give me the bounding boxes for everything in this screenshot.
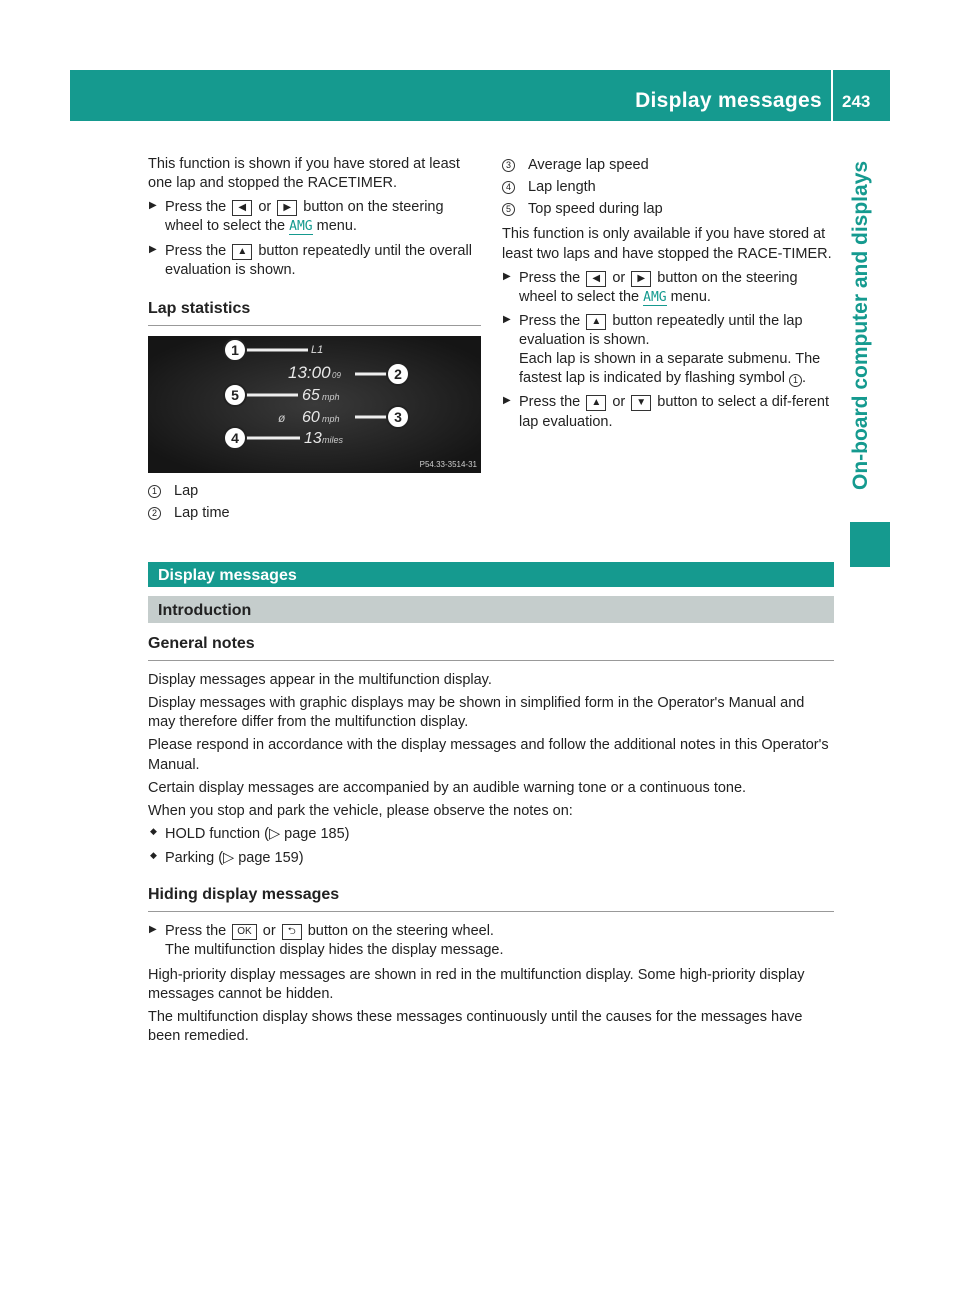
general-notes-section bbox=[148, 633, 834, 1050]
right-step-2: ▶ Press the ▲ button repeatedly until the lap evaluation is shown. Each lap is shown in a separate submenu. The fastest lap is indicated by flashing symbol 1 . bbox=[502, 312, 835, 389]
lap-length-unit: miles bbox=[322, 434, 344, 445]
down-arrow-button-icon: ▼ bbox=[631, 395, 651, 411]
page-reference-arrow-icon: ▷ bbox=[268, 825, 281, 842]
top-speed-readout: 65 bbox=[302, 386, 320, 404]
section-title-bar: Display messages bbox=[148, 562, 834, 587]
lap-time-readout: 13:00 bbox=[288, 362, 331, 382]
lap-label-readout: L1 bbox=[311, 343, 324, 356]
average-speed-readout: 60 bbox=[302, 408, 320, 426]
page-header bbox=[70, 70, 890, 121]
page-reference-link[interactable]: page 185) bbox=[284, 825, 350, 842]
page-reference-link[interactable]: page 159) bbox=[238, 850, 304, 867]
right-step-3: ▶ Press the ▲ or ▼ button to select a dif-ferent lap evaluation. bbox=[502, 393, 835, 431]
left-intro: This function is shown if you have stored at least one lap and stopped the RACETIMER. bbox=[148, 156, 460, 192]
right-intro: This function is only available if you have stored at least two laps and have stopped the RACE-TIMER. bbox=[502, 226, 832, 262]
legend-item-lap-time bbox=[148, 504, 481, 523]
bullet-parking: ◆ Parking (▷ page 159) bbox=[148, 849, 834, 868]
left-arrow-button-icon: ◀ bbox=[586, 271, 606, 287]
average-symbol: ø bbox=[278, 410, 286, 425]
hiding-paragraph: The multifunction display shows these messages continuously until the causes for the messages have been remedied. bbox=[148, 1008, 803, 1044]
display-background bbox=[148, 336, 481, 473]
lap-length-readout: 13 bbox=[304, 429, 322, 447]
callout-5 bbox=[224, 384, 246, 406]
ok-button-icon: OK bbox=[232, 924, 256, 940]
legend-label: Lap time bbox=[174, 504, 230, 521]
introduction-bar: Introduction bbox=[148, 596, 834, 623]
svg-text:1: 1 bbox=[231, 341, 239, 358]
lap-time-hundredths: 09 bbox=[332, 370, 341, 380]
general-paragraph: Certain display messages are accompanied by an audible warning tone or a continuous tone. bbox=[148, 779, 747, 796]
general-paragraph: Display messages with graphic displays may be shown in simplified form in the Operator's Manual and may therefore differ from the multifunction display. bbox=[148, 695, 805, 731]
amg-menu-label: AMG bbox=[289, 219, 313, 235]
legend-number: 2 bbox=[148, 507, 161, 520]
up-arrow-button-icon: ▲ bbox=[232, 244, 252, 260]
header-title: Display messages bbox=[635, 89, 822, 112]
left-step-2: ▶ Press the ▲ button repeatedly until the overall evaluation is shown. bbox=[148, 242, 481, 280]
hiding-step: ▶ Press the OK or ⮌ button on the steering wheel. The multifunction display hides the display message. bbox=[148, 922, 834, 960]
svg-text:5: 5 bbox=[231, 386, 239, 403]
bullet-hold-function: ◆ HOLD function (▷ page 185) bbox=[148, 825, 834, 844]
average-speed-unit: mph bbox=[322, 413, 340, 424]
right-column bbox=[502, 156, 835, 437]
lap-statistics-figure bbox=[148, 336, 481, 473]
legend-number: 5 bbox=[502, 203, 515, 216]
hiding-messages-heading: Hiding display messages bbox=[148, 884, 834, 912]
right-arrow-button-icon: ▶ bbox=[277, 200, 297, 216]
figure-code: P54.33-3514-31 bbox=[419, 460, 477, 470]
legend-label: Top speed during lap bbox=[528, 201, 663, 218]
callout-3 bbox=[387, 406, 409, 428]
page-reference-arrow-icon: ▷ bbox=[223, 850, 235, 867]
svg-text:2: 2 bbox=[394, 365, 402, 382]
legend-label: Average lap speed bbox=[528, 157, 649, 173]
svg-text:3: 3 bbox=[394, 408, 402, 425]
left-arrow-button-icon: ◀ bbox=[232, 200, 252, 216]
page-number: 243 bbox=[842, 92, 871, 111]
amg-menu-label: AMG bbox=[643, 289, 667, 305]
callout-4 bbox=[224, 427, 246, 449]
up-arrow-button-icon: ▲ bbox=[586, 395, 606, 411]
legend-number: 4 bbox=[502, 181, 515, 194]
general-notes-heading: General notes bbox=[148, 633, 834, 661]
legend-item-lap bbox=[148, 482, 481, 501]
callout-1 bbox=[224, 339, 246, 361]
legend-number: 3 bbox=[502, 159, 515, 172]
lap-statistics-heading: Lap statistics bbox=[148, 298, 481, 326]
legend-number: 1 bbox=[148, 485, 161, 498]
lap-statistics-display bbox=[148, 336, 481, 473]
legend-item-top-speed bbox=[502, 200, 835, 219]
general-paragraph: Display messages appear in the multifunction display. bbox=[148, 672, 492, 689]
legend-item-lap-length bbox=[502, 178, 835, 197]
right-arrow-button-icon: ▶ bbox=[631, 271, 651, 287]
left-step-1: ▶ Press the ◀ or ▶ button on the steering wheel to select the AMG menu. bbox=[148, 198, 481, 236]
left-column bbox=[148, 155, 481, 526]
general-paragraph: Please respond in accordance with the display messages and follow the additional notes in this Operator's Manual. bbox=[148, 737, 829, 773]
flashing-symbol-reference: 1 bbox=[789, 374, 802, 387]
header-divider bbox=[831, 70, 833, 121]
top-speed-unit: mph bbox=[322, 391, 340, 402]
legend-label: Lap length bbox=[528, 179, 596, 196]
legend-item-average-lap-speed bbox=[502, 156, 835, 175]
legend-label: Lap bbox=[174, 482, 199, 499]
hiding-paragraph: High-priority display messages are shown in red in the multifunction display. Some high-priority display messages cannot be hidden. bbox=[148, 966, 805, 1002]
svg-text:4: 4 bbox=[231, 429, 239, 446]
general-paragraph: When you stop and park the vehicle, please observe the notes on: bbox=[148, 802, 573, 819]
callout-2 bbox=[387, 363, 409, 385]
chapter-side-tab: On-board computer and displays bbox=[849, 160, 872, 490]
right-step-1: ▶ Press the ◀ or ▶ button on the steering wheel to select the AMG menu. bbox=[502, 269, 835, 307]
up-arrow-button-icon: ▲ bbox=[586, 314, 606, 330]
back-button-icon: ⮌ bbox=[282, 924, 302, 940]
chapter-side-marker bbox=[850, 522, 890, 567]
